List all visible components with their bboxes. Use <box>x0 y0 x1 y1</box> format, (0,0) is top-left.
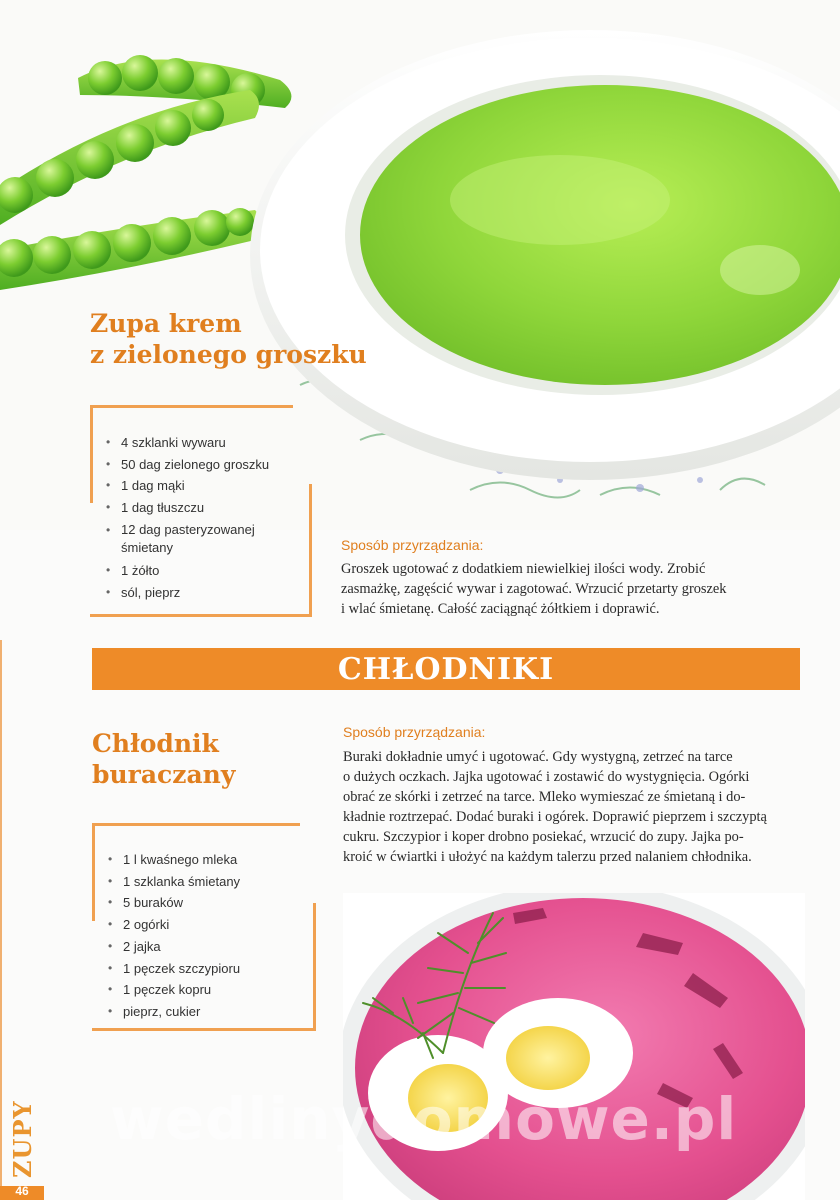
section-banner-title: CHŁODNIKI <box>337 652 555 687</box>
method-line: o dużych oczkach. Jajka ugotować i zostawić do wystygnięcia. Ogórki <box>343 769 750 785</box>
recipe2-bracket-bottom <box>92 1028 316 1031</box>
recipe2-title-block <box>92 728 312 790</box>
ingredient-item: • 1 szklanka śmietany <box>106 871 240 893</box>
recipe1-bracket-right <box>303 484 312 617</box>
ingredient-item: • 1 pęczek kopru <box>106 979 240 1001</box>
ingredient-item: • 1 l kwaśnego mleka <box>106 849 240 871</box>
ingredient-item: • 1 żółto <box>104 560 269 582</box>
recipe1-title-line2: z zielonego groszku <box>90 340 367 369</box>
beet-soup-photo <box>343 893 805 1200</box>
recipe2-ingredient-list <box>106 849 240 1023</box>
recipe2-method-label: Sposób przyrządzania: <box>343 724 486 740</box>
ingredient-item: • pieprz, cukier <box>106 1001 240 1023</box>
recipe1-title-block <box>90 308 370 370</box>
ingredient-item: • 50 dag zielonego groszku <box>104 454 269 476</box>
method-line: kładnie roztrzepać. Dodać buraki i ogórek. Doprawić pieprzem i szczyptą <box>343 809 767 825</box>
ingredient-item-continued: śmietany <box>121 539 174 555</box>
ingredient-item: • 12 dag pasteryzowanej <box>104 521 269 539</box>
recipe1-bracket-bottom <box>90 614 312 617</box>
recipe1-title-line1: Zupa krem <box>90 309 242 338</box>
recipe2-title-line2: buraczany <box>92 760 236 789</box>
method-line: Groszek ugotować z dodatkiem niewielkiej ilości wody. Zrobić <box>341 561 706 577</box>
section-banner <box>92 648 800 690</box>
watermark: wedlinydomowe.pl <box>110 1085 738 1153</box>
method-line: zasmażkę, zagęścić wywar i zagotować. Wrzucić przetarty groszek <box>341 581 727 597</box>
ingredient-item: • 1 dag tłuszczu <box>104 497 269 519</box>
recipe1-ingredient-list <box>104 432 269 603</box>
ingredient-item: • 1 dag mąki <box>104 475 269 497</box>
recipe1-ingredients-box <box>90 405 312 617</box>
ingredient-item: • 2 jajka <box>106 936 240 958</box>
ingredient-item: • 2 ogórki <box>106 914 240 936</box>
ingredient-item: • 4 szklanki wywaru <box>104 432 269 454</box>
ingredient-item: • 1 pęczek szczypioru <box>106 958 240 980</box>
recipe1-method-text <box>341 559 801 619</box>
section-side-label: ZUPY <box>8 1100 37 1178</box>
recipe2-ingredients-box <box>92 823 316 1031</box>
recipe2-title-line1: Chłodnik <box>92 729 219 758</box>
page-number-box <box>0 1186 44 1200</box>
ingredient-item: • 5 buraków <box>106 892 240 914</box>
recipe2-method-text <box>343 747 801 867</box>
recipe2-bracket-right <box>307 903 316 1031</box>
method-line: obrać ze skórki i zetrzeć na tarce. Mleko wymieszać ze śmietaną i do- <box>343 789 746 805</box>
margin-line <box>0 640 2 1200</box>
method-line: i wlać śmietanę. Całość zaciągnąć żółtkiem i doprawić. <box>341 601 660 617</box>
ingredient-item: • sól, pieprz <box>104 582 269 604</box>
page-number: 46 <box>15 1184 29 1198</box>
method-line: kroić w ćwiartki i ułożyć na każdym talerzu przed nalaniem chłodnika. <box>343 849 752 865</box>
method-line: Buraki dokładnie umyć i ugotować. Gdy wystygną, zetrzeć na tarce <box>343 749 733 765</box>
method-line: cukru. Szczypior i koper drobno posiekać, wrzucić do zupy. Jajka po- <box>343 829 744 845</box>
recipe1-method-label: Sposób przyrządzania: <box>341 537 484 553</box>
